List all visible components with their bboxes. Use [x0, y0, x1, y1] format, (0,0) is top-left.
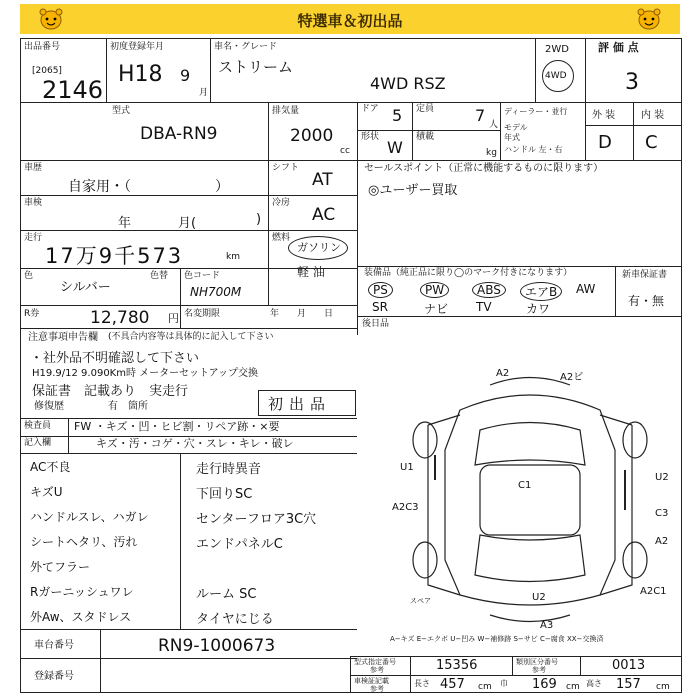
- model-label: 型式: [112, 106, 131, 116]
- repair-value: 有 箇所: [108, 401, 148, 412]
- class-sub: 参考: [532, 666, 546, 674]
- damage-mark: A3: [540, 620, 554, 631]
- equipment-item: TV: [476, 300, 492, 314]
- remark-line: ルーム SC: [196, 587, 257, 602]
- fuel-gas: ガソリン: [297, 241, 341, 254]
- height-value: 157: [616, 677, 641, 692]
- displacement-label: 排気量: [272, 106, 300, 116]
- registration-month: 9: [180, 66, 191, 85]
- mileage-unit: km: [226, 252, 240, 262]
- sales-point-value: ◎ユーザー買取: [368, 183, 458, 198]
- inspection-month: 月(: [178, 216, 197, 231]
- price-label: R券: [24, 309, 40, 319]
- ac-label: 冷房: [272, 198, 291, 208]
- mileage-label: 走行: [24, 233, 43, 243]
- remark-line: ハンドルスレ、ハガレ: [30, 510, 149, 524]
- inspection-close: ): [256, 212, 262, 227]
- height-unit: cm: [656, 682, 670, 692]
- score-value: 3: [625, 70, 639, 95]
- inspection-year: 年: [118, 216, 132, 231]
- equipment-item: PS: [368, 282, 393, 298]
- fuel-label: 燃料: [272, 233, 291, 243]
- notes-sub: (不具合内容等は具体的に記入して下さい: [108, 332, 274, 342]
- equipment-item: ABS: [472, 282, 506, 298]
- history-value: 自家用・（ ）: [68, 179, 229, 195]
- inspector-label-1: 検査員: [24, 421, 52, 431]
- inspector-label-2: 記入欄: [24, 438, 52, 448]
- lot-label: 出品番号: [24, 42, 61, 52]
- exterior-grade: D: [598, 132, 612, 153]
- damage-mark: A2C3: [392, 502, 419, 513]
- load-label: 積載: [416, 132, 435, 142]
- color-code: NH700M: [190, 285, 242, 299]
- interior-label: 内 装: [641, 110, 665, 121]
- remark-line: シートヘタリ、汚れ: [30, 535, 138, 549]
- color-value: シルバー: [60, 280, 111, 295]
- exterior-label: 外 装: [592, 110, 616, 121]
- warranty-value: 有・無: [628, 294, 665, 308]
- displacement-unit: cc: [340, 146, 350, 156]
- equipment-item: カワ: [526, 302, 551, 316]
- inspection-label: 車検: [24, 198, 43, 208]
- load-unit: kg: [486, 148, 497, 158]
- warranty-label: 新車保証書: [622, 270, 668, 280]
- length-value: 457: [440, 677, 465, 692]
- equipment-item: AW: [576, 282, 596, 296]
- height-label: 高さ: [586, 679, 602, 688]
- remark-line: 外てフラー: [30, 560, 91, 574]
- type-sub: 参考: [370, 666, 384, 674]
- notes-line-1: ・社外品不明確認して下さい: [30, 351, 200, 366]
- drive-4wd: 4WD: [545, 71, 567, 81]
- repair-label: 修復歴: [34, 401, 64, 412]
- registration-year: H18: [118, 62, 163, 87]
- registration-label: 初度登録年月: [110, 42, 165, 52]
- chassis-label: 車台番号: [34, 640, 74, 651]
- equipment-item: SR: [372, 300, 388, 314]
- first-listing-text: 初出品: [268, 395, 332, 413]
- legend-2: キズ・汚・コゲ・穴・スレ・キレ・破レ: [96, 437, 294, 450]
- vehicle-name: ストリーム: [218, 58, 294, 76]
- damage-diagram: [380, 360, 680, 630]
- remark-line: Rガーニッシュワレ: [30, 585, 134, 599]
- cert-label: 車検証記載: [354, 677, 389, 685]
- damage-mark: A2ビ: [560, 372, 584, 383]
- damage-mark: U1: [400, 462, 414, 473]
- page-title: 特選車＆初出品: [297, 12, 403, 30]
- model-value: DBA-RN9: [140, 124, 218, 144]
- displacement-value: 2000: [290, 126, 334, 146]
- damage-mark: A2: [496, 368, 510, 379]
- remark-line: 走行時異音: [196, 462, 262, 477]
- diagram-legend: A−キズ E−エクボ U−凹み W−補修跡 S−サビ C−腐食 XX−交換済: [390, 635, 604, 643]
- remark-line: AC不良: [30, 460, 71, 474]
- remark-line: 下回りSC: [196, 487, 253, 502]
- shape-label: 形状: [361, 132, 380, 142]
- remark-line: エンドパネルC: [196, 537, 283, 552]
- shape-value: W: [387, 138, 403, 157]
- registration-no-label: 登録番号: [34, 671, 74, 682]
- remark-line: 外Aw、スタドレス: [30, 610, 132, 624]
- drive-2wd: 2WD: [545, 44, 569, 55]
- capacity-unit: 人: [489, 120, 499, 130]
- width-value: 169: [532, 677, 557, 692]
- remark-line: タイヤにじる: [196, 612, 274, 627]
- color-code-label: 色コード: [184, 271, 221, 281]
- damage-mark: C1: [518, 480, 532, 491]
- transfer-value: 年 月 日: [270, 309, 334, 319]
- damage-mark: U2: [655, 472, 669, 483]
- sales-point-label: セールスポイント（正常に機能するものに限ります）: [364, 163, 604, 174]
- chassis-value: RN9-1000673: [158, 636, 276, 656]
- history-label: 車歴: [24, 163, 43, 173]
- remark-line: キズU: [30, 485, 63, 499]
- length-unit: cm: [478, 682, 492, 692]
- registration-month-unit: 月: [199, 88, 209, 98]
- price-unit: 円: [168, 312, 179, 325]
- type-value: 15356: [436, 658, 478, 673]
- price-value: 12,780: [90, 308, 150, 328]
- damage-mark: C3: [655, 508, 669, 519]
- transfer-label: 名変期限: [184, 309, 221, 319]
- remark-line: センターフロア3C穴: [196, 512, 317, 527]
- length-label: 長さ: [414, 679, 430, 688]
- equipment-item: ナビ: [424, 302, 449, 316]
- header-bar: [20, 4, 680, 34]
- width-unit: cm: [566, 682, 580, 692]
- class-value: 0013: [612, 658, 646, 673]
- notes-label: 注意事項申告欄: [28, 332, 98, 343]
- doors-label: ドア: [361, 104, 379, 114]
- mileage-value: 17万9千573: [45, 244, 184, 268]
- lot-sub-number: [2065]: [32, 66, 62, 76]
- dealer-label: ディーラー・並行: [504, 107, 568, 116]
- color-label: 色: [24, 271, 34, 281]
- fuel-diesel: 軽 油: [297, 265, 325, 279]
- notes-line-3: 保証書 記載あり 実走行: [32, 384, 189, 399]
- color-change-label: 色替: [150, 271, 169, 281]
- equipment-item: エアB: [520, 282, 562, 301]
- back-seat-label: 後日品: [362, 319, 390, 329]
- damage-mark: A2C1: [640, 586, 667, 597]
- interior-grade: C: [645, 132, 658, 153]
- model-year-label: モデル: [504, 123, 528, 132]
- year-label: 年式: [504, 133, 520, 142]
- damage-mark: U2: [532, 592, 546, 603]
- class-label: 類別区分番号: [516, 658, 558, 666]
- notes-line-2: H19.9/12 9.090Km時 メーターセットアップ交換: [32, 368, 258, 379]
- capacity-value: 7: [475, 106, 486, 125]
- ac-value: AC: [312, 205, 336, 225]
- damage-mark: スペア: [410, 597, 431, 605]
- lot-number: 2146: [42, 76, 104, 104]
- doors-value: 5: [392, 106, 403, 125]
- legend-1: FW ・キズ・凹・ヒビ割・リペア跡・×要: [74, 420, 280, 433]
- shift-value: AT: [312, 170, 333, 190]
- equipment-item: PW: [420, 282, 449, 298]
- handle-label: ハンドル 左・右: [504, 145, 563, 154]
- vehicle-grade: 4WD RSZ: [370, 74, 446, 93]
- mascot-icon: [636, 8, 662, 30]
- type-label: 型式指定番号: [354, 658, 396, 666]
- score-label: 評 価 点: [598, 41, 639, 54]
- shift-label: シフト: [272, 163, 300, 173]
- width-label: 巾: [500, 679, 508, 688]
- equipment-label: 装備品（純正品に限り◯のマーク付きになります）: [364, 268, 573, 278]
- cert-sub: 参考: [370, 685, 384, 693]
- damage-mark: A2: [655, 536, 669, 547]
- vehicle-name-label: 車名・グレード: [214, 42, 278, 52]
- capacity-label: 定員: [416, 104, 435, 114]
